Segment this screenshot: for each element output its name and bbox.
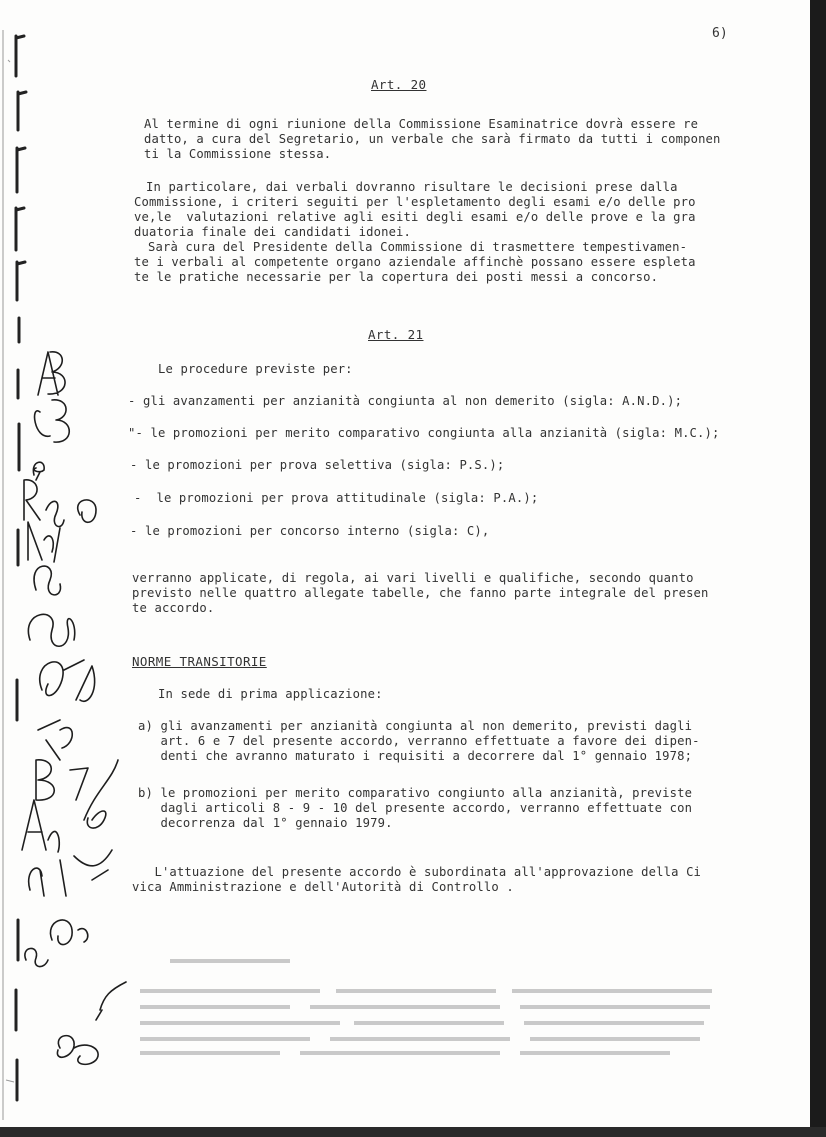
art20-title: Art. 20	[371, 77, 427, 92]
bleed-through-texture	[140, 955, 740, 1065]
art21-item-1: - gli avanzamenti per anzianità congiunta al non demerito (sigla: A.N.D.);	[128, 394, 683, 408]
art21-outro: verranno applicate, di regola, ai vari livelli e qualifiche, secondo quanto previsto nelle quattro allegate tabelle, che fanno parte integrale del presen te accordo.	[132, 571, 709, 615]
transitorie-item-a: a) gli avanzamenti per anzianità congiunta al non demerito, previsti dagli art. 6 e 7 del presente accordo, verranno effettuate a favore dei dipen- denti che avranno maturato i requisiti a decorrere dal 1° gennaio 1978;	[138, 719, 700, 763]
transitorie-intro: In sede di prima applicazione:	[158, 687, 383, 701]
art21-item-5: - le promozioni per concorso interno (sigla: C),	[130, 524, 490, 538]
art21-item-2: "- le promozioni per merito comparativo congiunta alla anzianità (sigla: M.C.);	[128, 426, 720, 440]
transitorie-item-b: b) le promozioni per merito comparativo congiunto alla anzianità, previste dagli articoli 8 - 9 - 10 del presente accordo, verranno effettuate con decorrenza dal 1° gennaio 1979.	[138, 786, 693, 830]
handwritten-initials	[0, 330, 140, 1120]
transitorie-title: NORME TRANSITORIE	[132, 654, 267, 669]
art20-paragraph-1: Al termine di ogni riunione della Commissione Esaminatrice dovrà essere re datto, a cura del Segretario, un verbale che sarà firmato da tutti i componen ti la Commissione stessa.	[144, 117, 721, 161]
art21-title: Art. 21	[368, 327, 424, 342]
art20-paragraph-2: In particolare, dai verbali dovranno risultare le decisioni prese dalla Commissione, i criteri seguiti per l'espletamento degli esami e/o delle pro ve,le valutazioni relative agli esiti degli esami e/o delle prove e la gra duatoria finale dei candidati idonei. Sarà cura del Presidente della Commissione di trasmettere tempestivamen- te i verbali al competente organo aziendale affinchè possano essere espleta te le pratiche necessarie per la copertura dei posti messi a concorso.	[134, 180, 696, 284]
page-number: 6)	[712, 26, 728, 41]
art21-item-4: - le promozioni per prova attitudinale (sigla: P.A.);	[134, 491, 539, 505]
art21-item-3: - le promozioni per prova selettiva (sigla: P.S.);	[130, 458, 505, 472]
closing-paragraph: L'attuazione del presente accordo è subordinata all'approvazione della Ci vica Amministrazione e dell'Autorità di Controllo .	[132, 865, 702, 894]
scan-right-edge	[810, 0, 826, 1137]
scan-bottom-edge	[0, 1127, 826, 1137]
art21-intro: Le procedure previste per:	[158, 362, 353, 376]
